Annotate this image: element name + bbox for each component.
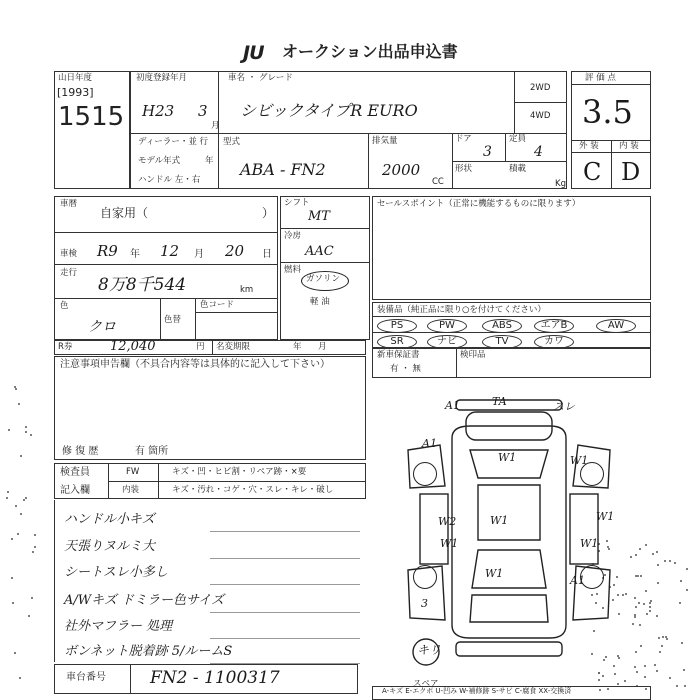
sales-point-box — [372, 196, 651, 300]
name-label: 車名 ・ グレード — [228, 73, 293, 83]
circled-mark — [413, 462, 437, 486]
damage-mark: 3 — [421, 597, 428, 610]
chassis-label: 車台番号 — [66, 672, 106, 683]
repair-options: 有 箇所 — [135, 446, 169, 457]
deadline-year-unit: 年 — [293, 342, 302, 352]
inspection-year-unit: 年 — [130, 249, 140, 260]
km-unit: km — [240, 285, 254, 295]
fuel-label: 燃料 — [284, 265, 302, 275]
color-change-label: 色替 — [164, 315, 182, 325]
warranty-label: 新車保証書 — [377, 350, 420, 360]
color-label: 色 — [60, 301, 69, 311]
color-code-label: 色コード — [200, 300, 235, 310]
damage-mark: スレ — [553, 400, 575, 413]
exterior-label: 外 装 — [579, 141, 599, 151]
aircon-label: 冷房 — [284, 231, 302, 241]
chassis-value: FN2 - 1100317 — [150, 668, 280, 688]
vehicle-box — [130, 71, 567, 189]
dealer-label: ディーラー・並 行 — [138, 137, 209, 147]
deadline-month-unit: 月 — [318, 342, 327, 352]
diesel-label: 軽 油 — [310, 297, 330, 307]
inspection-label: 車検 — [60, 249, 78, 259]
color-value: クロ — [88, 319, 116, 335]
type-label: 型式 — [223, 137, 241, 147]
damage-mark: A1 — [422, 437, 437, 450]
inspection-era: R9 — [97, 242, 118, 260]
damage-mark: W1 — [485, 567, 504, 580]
repair-label: 修 復 歴 — [62, 446, 99, 457]
type-value: ABA - FN2 — [240, 160, 326, 179]
equipment-item: カワ — [534, 335, 574, 349]
model-year-label: モデル年式 — [138, 156, 181, 166]
handle-label: ハンドル 左・右 — [138, 175, 201, 185]
damage-mark: W1 — [570, 454, 589, 467]
inspection-month: 12 — [160, 242, 180, 260]
entry-label: 記入欄 — [60, 485, 90, 496]
handwritten-note: 社外マフラー 処理 — [64, 619, 173, 634]
car-diagram — [390, 390, 650, 680]
damage-mark: A1 — [570, 574, 585, 587]
exterior-grade: C — [583, 158, 602, 186]
inspection-day-unit: 日 — [262, 249, 272, 260]
inspection-day: 20 — [225, 242, 245, 260]
yen-unit: 円 — [196, 342, 205, 352]
spare-label: スペア — [413, 679, 439, 689]
aircon-value: AAC — [305, 244, 334, 259]
equipment-item: AW — [596, 319, 636, 333]
fw-label: FW — [126, 467, 140, 477]
warranty-options: 有 ・ 無 — [390, 364, 421, 374]
handwritten-note: ボンネット脱着跡 5/ルームS — [64, 644, 233, 659]
doors-label: ドア — [455, 134, 472, 144]
circled-mark — [413, 565, 437, 589]
load-label: 積載 — [509, 164, 527, 174]
cc-unit: CC — [432, 177, 444, 187]
inspector-label: 検査員 — [60, 467, 90, 478]
year-unit: 年 — [205, 156, 214, 166]
damage-row1: キズ・凹・ヒビ割・リペア跡・×要 — [172, 467, 307, 477]
notes-label: 注意事項申告欄（不具合内容等は具体的に記入して下さい） — [60, 359, 330, 370]
circled-mark — [580, 462, 604, 486]
rating-value: 3.5 — [582, 93, 633, 131]
interior-grade-label: 内 装 — [619, 141, 639, 151]
recycle-label: R券 — [58, 342, 73, 352]
lot-number: 1515 — [58, 102, 125, 132]
damage-mark: W1 — [498, 451, 517, 464]
history-close: ） — [262, 206, 275, 220]
shift-label: シフト — [284, 198, 310, 208]
handwritten-note: ハンドル小キズ — [64, 512, 155, 527]
interior-grade: D — [621, 158, 641, 186]
spare-mark: キリ — [417, 643, 442, 657]
equipment-item: TV — [482, 335, 522, 349]
handwritten-note: A/Wキズ ドミラー色サイズ — [64, 593, 224, 608]
damage-mark: W1 — [440, 537, 459, 550]
interior-row-label: 内装 — [122, 485, 140, 495]
first-reg-label: 初度登録年月 — [136, 73, 188, 83]
name-change-label: 名変期限 — [216, 342, 251, 352]
damage-mark: W1 — [580, 537, 599, 550]
displacement-label: 排気量 — [372, 136, 398, 146]
legend-items: A-キズ E-エクボ U-凹み W-補修跡 S-サビ C-腐食 XX-交換済 — [382, 687, 572, 695]
first-reg-era: H23 — [142, 102, 175, 120]
form-title: オークション出品申込書 — [282, 42, 458, 61]
drive-4wd: 4WD — [530, 111, 551, 121]
name-value: シビックタイプR EURO — [240, 101, 418, 120]
damage-mark: W1 — [490, 514, 509, 527]
history-value: 自家用（ — [100, 206, 149, 220]
kg-unit: Kg — [555, 179, 566, 189]
equipment-label: 装備品（純正品に限り○を付けてください） — [377, 305, 546, 315]
notes-box — [54, 356, 366, 460]
year-value: [1993] — [57, 86, 94, 99]
capacity-label: 定員 — [509, 134, 527, 144]
equipment-item: SR — [377, 335, 417, 349]
damage-mark: TA — [492, 395, 507, 408]
displacement-value: 2000 — [382, 161, 421, 179]
circled-mark — [580, 565, 604, 589]
doors-value: 3 — [483, 144, 492, 160]
sales-point-label: セールスポイント（正常に機能するものに限ります） — [377, 199, 581, 209]
damage-row2: キズ・汚れ・コゲ・穴・スレ・キレ・破し — [172, 485, 334, 495]
damage-mark: W1 — [596, 510, 615, 523]
drive-2wd: 2WD — [530, 83, 551, 93]
handwritten-note: シートスレ小多し — [64, 565, 168, 580]
shift-value: MT — [308, 209, 330, 224]
capacity-value: 4 — [534, 144, 543, 160]
handwritten-note: 天張りヌルミ大 — [64, 539, 156, 554]
transferred-label: 検印品 — [460, 350, 486, 360]
equipment-item: PS — [377, 319, 417, 333]
fuel-value: ガソリン — [306, 274, 341, 284]
shape-label: 形状 — [455, 164, 473, 174]
ju-logo: JU — [243, 42, 264, 64]
first-reg-year: 3 — [198, 102, 208, 120]
damage-mark: W2 — [438, 515, 457, 528]
equipment-item: エアB — [534, 319, 574, 333]
month-unit: 月 — [211, 121, 220, 131]
damage-mark: A1 — [445, 399, 460, 412]
history-label: 車暦 — [60, 199, 78, 209]
recycle-value: 12,040 — [110, 339, 156, 354]
rating-label: 評 価 点 — [585, 73, 616, 83]
year-label: 山日年度 — [58, 73, 93, 83]
mileage-value: 8万8千544 — [98, 275, 187, 295]
equipment-item: ナビ — [427, 335, 467, 349]
mileage-label: 走行 — [60, 268, 78, 278]
equipment-item: ABS — [482, 319, 522, 333]
inspection-month-unit: 月 — [194, 249, 204, 260]
equipment-item: PW — [427, 319, 467, 333]
